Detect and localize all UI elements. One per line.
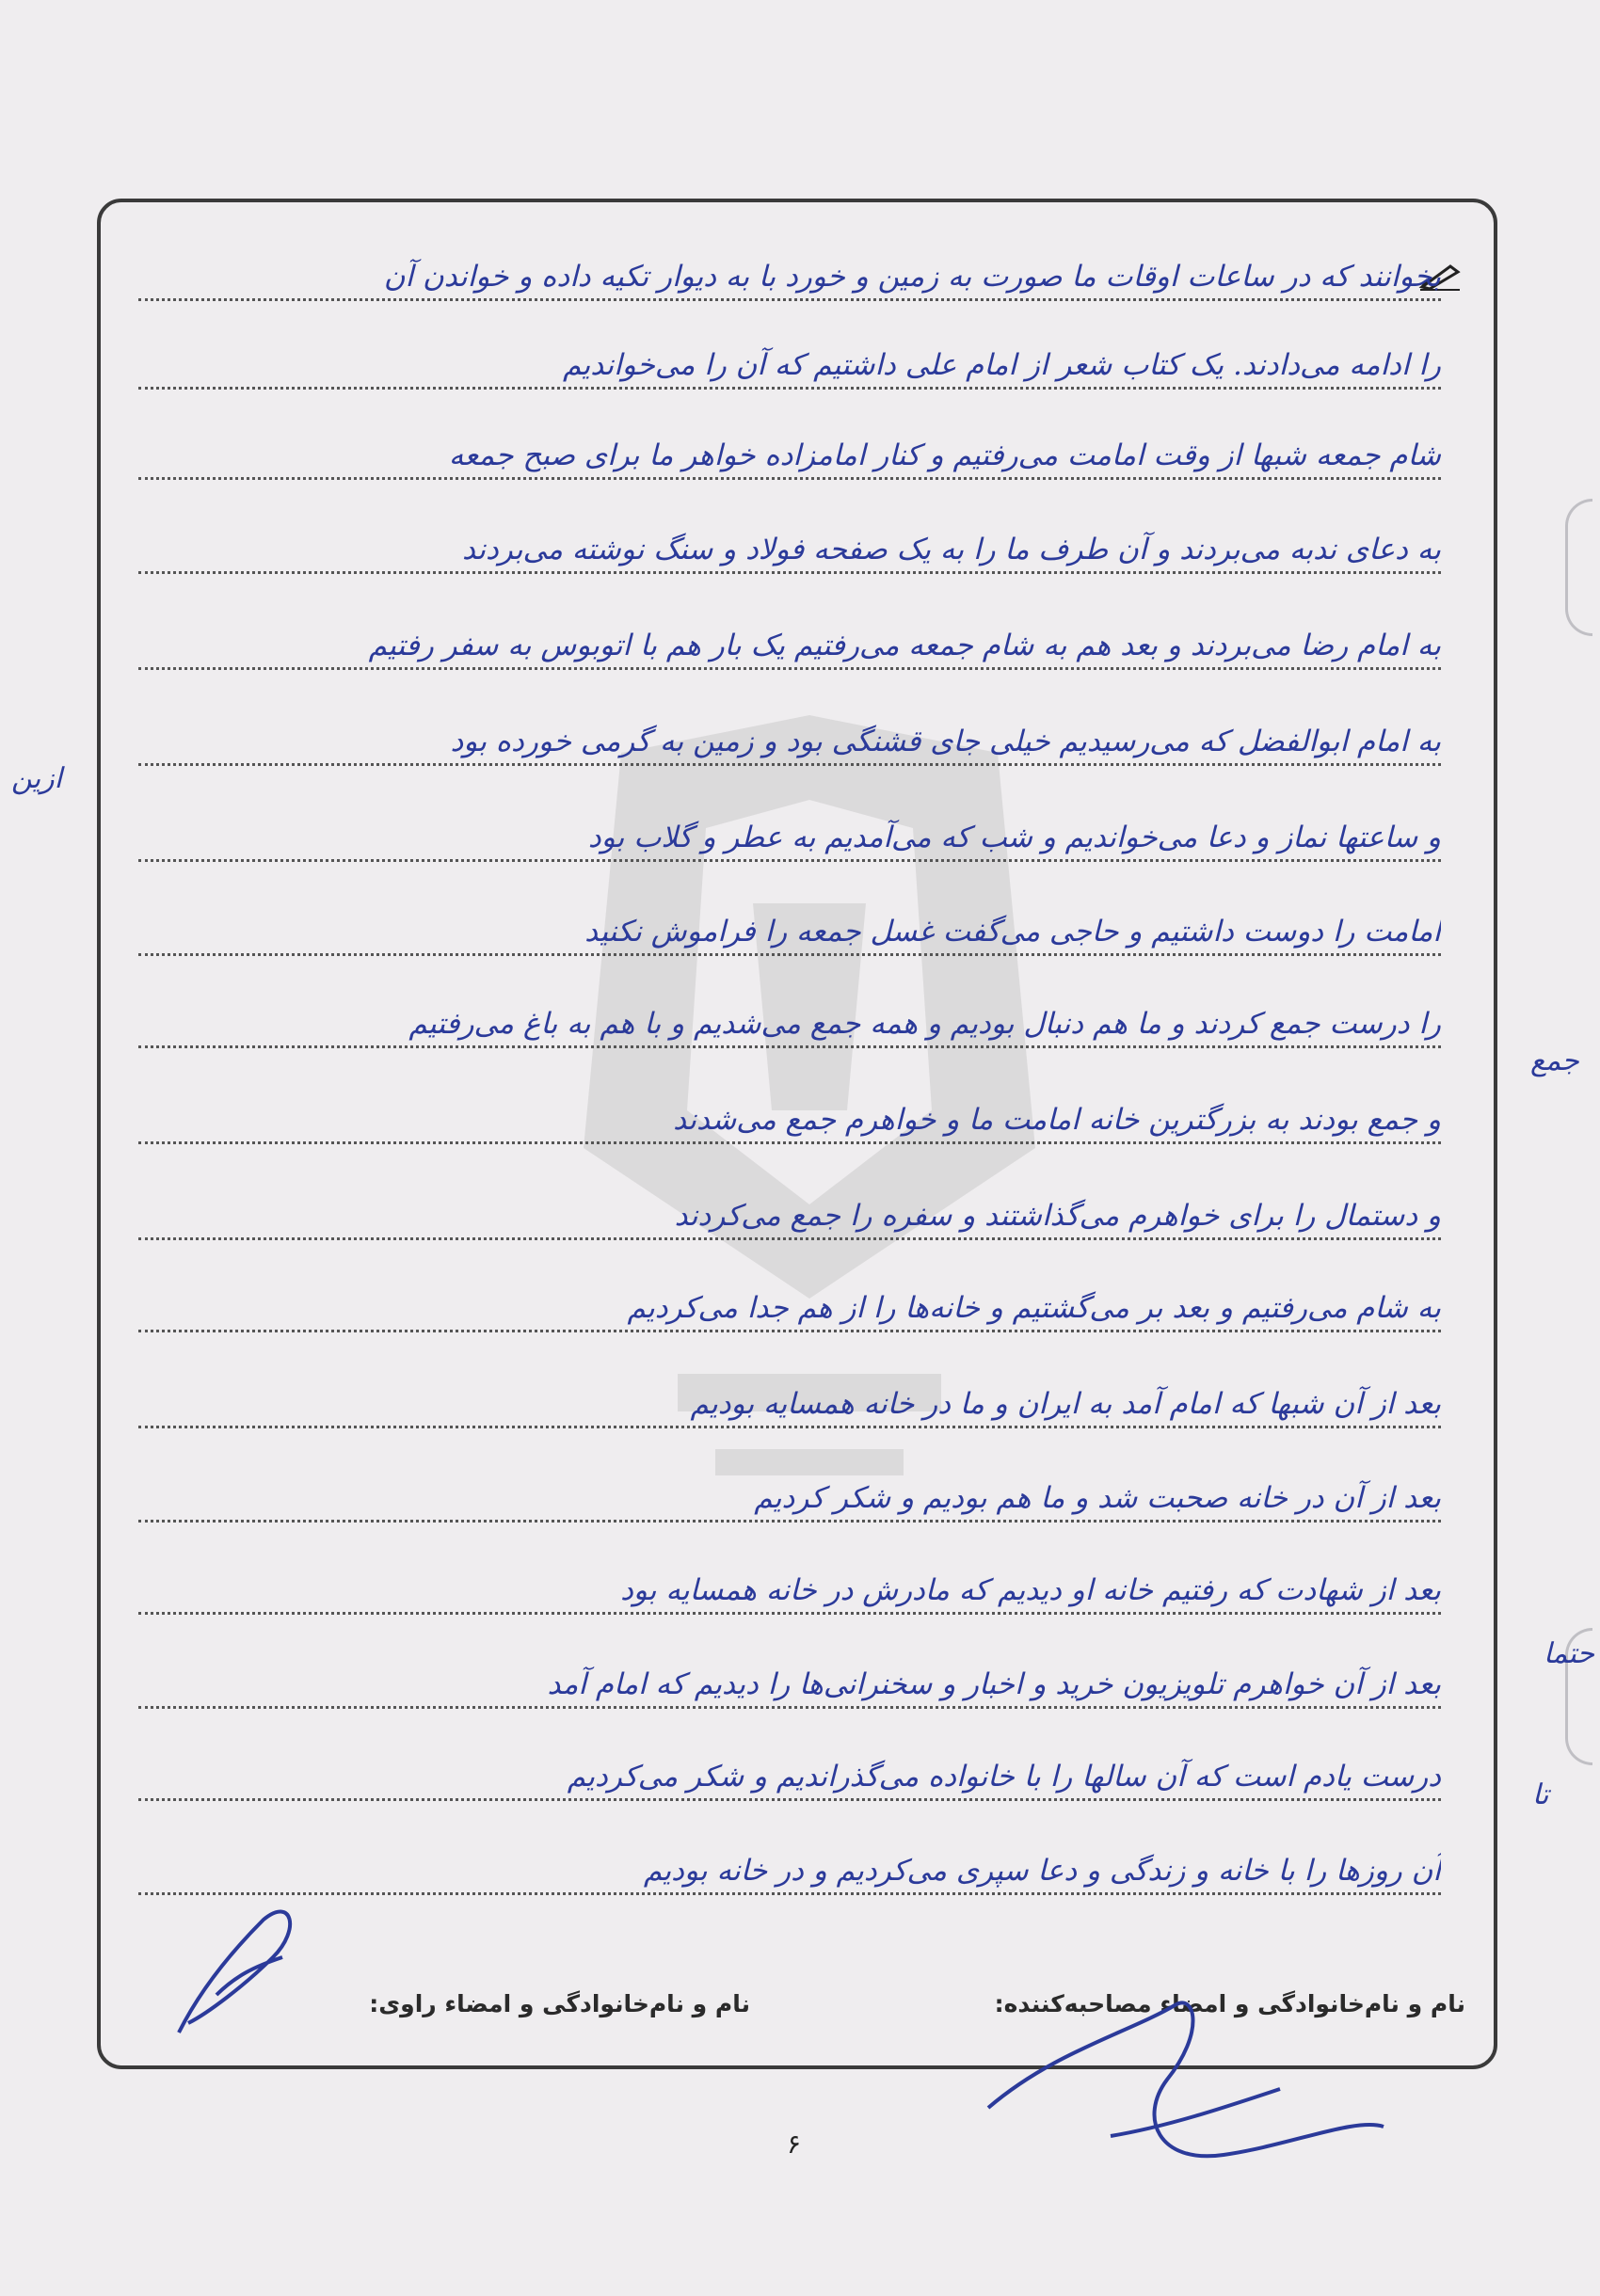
margin-note: حتما <box>1544 1637 1595 1670</box>
interviewer-signature-label: نام و نام‌خانوادگی و امضاء مصاحبه‌کننده: <box>994 1990 1465 2017</box>
text-line: به دعای ندبه می‌بردند و آن طرف ما را به یک صفحه فولاد و سنگ نوشته می‌بردند <box>138 528 1441 574</box>
text-line: آن روزها را با خانه و زندگی و دعا سپری می‌کردیم و در خانه بودیم <box>138 1849 1441 1895</box>
text-line: و دستمال را برای خواهرم می‌گذاشتند و سفره را جمع می‌کردند <box>138 1194 1441 1240</box>
page-number: ۶ <box>787 2129 802 2160</box>
text-line: درست یادم است که آن سالها را با خانواده می‌گذراندیم و شکر می‌کردیم <box>138 1755 1441 1801</box>
interview-frame <box>97 199 1497 2069</box>
margin-note: تا <box>1532 1778 1549 1811</box>
text-line: بعد از شهادت که رفتیم خانه او دیدیم که مادرش در خانه همسایه بود <box>138 1569 1441 1615</box>
text-line: را درست جمع کردند و ما هم دنبال بودیم و همه جمع می‌شدیم و با هم به باغ می‌رفتیم <box>138 1002 1441 1048</box>
text-line: و جمع بودند به بزرگترین خانه امامت ما و خواهرم جمع می‌شدند <box>138 1098 1441 1144</box>
text-line: بعد از آن در خانه صحبت شد و ما هم بودیم و شکر کردیم <box>138 1476 1441 1523</box>
margin-note: ازین <box>11 762 63 795</box>
margin-note: جمع <box>1530 1044 1579 1077</box>
text-line: شام جمعه شبها از وقت امامت می‌رفتیم و کنار امامزاده خواهر ما برای صبح جمعه <box>138 434 1441 480</box>
text-line: به امام رضا می‌بردند و بعد هم به شام جمعه می‌رفتیم یک بار هم با اتوبوس به سفر رفتیم <box>138 624 1441 670</box>
text-line: و ساعتها نماز و دعا می‌خواندیم و شب که می‌آمدیم به عطر و گلاب بود <box>138 816 1441 862</box>
narrator-signature <box>160 1901 311 2042</box>
text-line: بعد از آن شبها که امام آمد به ایران و ما در خانه همسایه بودیم <box>138 1382 1441 1428</box>
text-line: بعد از آن خواهرم تلویزیون خرید و اخبار و سخنرانی‌ها را دیدیم که امام آمد <box>138 1663 1441 1709</box>
text-line: امامت را دوست داشتیم و حاجی می‌گفت غسل جمعه را فراموش نکنید <box>138 910 1441 956</box>
interviewer-signature <box>979 1995 1393 2183</box>
text-line: بخوانند که در ساعات اوقات ما صورت به زمین و خورد با به دیوار تکیه داده و خواندن آن <box>138 255 1441 301</box>
text-line: به امام ابوالفضل که می‌رسیدیم خیلی جای قشنگی بود و زمین به گرمی خورده بود <box>138 720 1441 766</box>
text-line: به شام می‌رفتیم و بعد بر می‌گشتیم و خانه‌ها را از هم جدا می‌کردیم <box>138 1286 1441 1332</box>
text-line: را ادامه می‌دادند. یک کتاب شعر از امام علی داشتیم که آن را می‌خواندیم <box>138 343 1441 390</box>
narrator-signature-label: نام و نام‌خانوادگی و امضاء راوی: <box>369 1990 750 2017</box>
binder-hole <box>1565 499 1592 636</box>
